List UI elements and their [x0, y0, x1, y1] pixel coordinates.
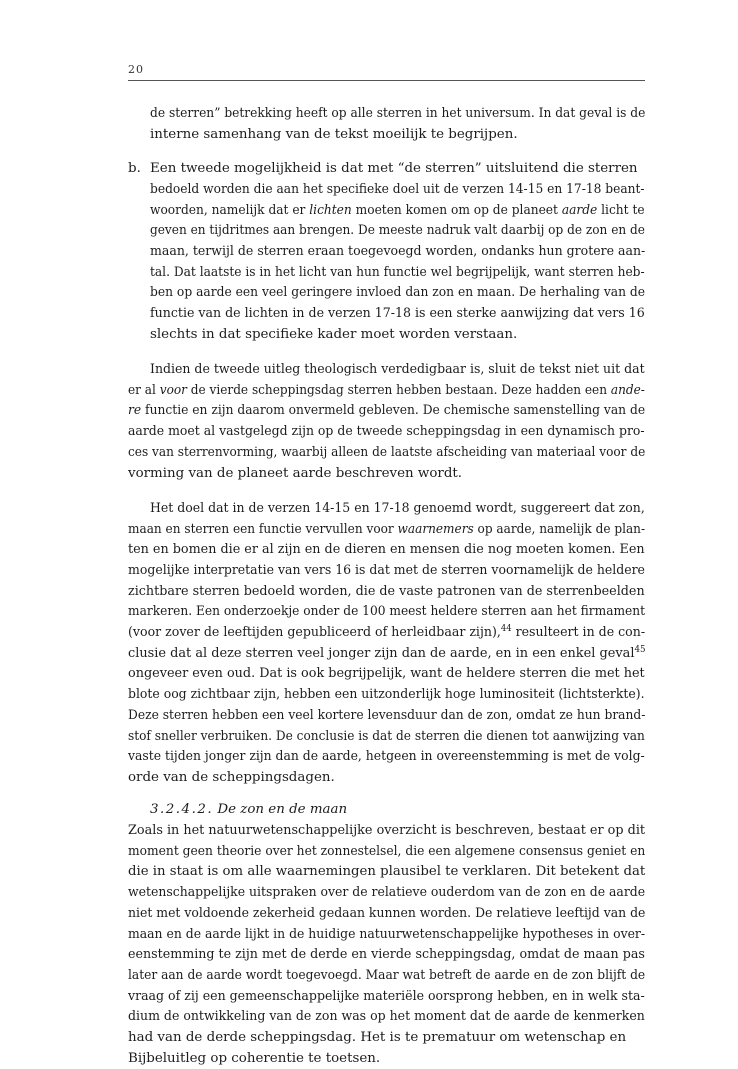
text-line: ongeveer even oud. Dat is ook begrijpelijk, want de heldere sterren die met het	[128, 666, 645, 682]
text-line: bedoeld worden die aan het specifieke doel uit de verzen 14-15 en 17-18 beant-	[150, 181, 645, 197]
text-line	[128, 380, 645, 401]
text-line: Zoals in het natuurwetenschappelijke overzicht is beschreven, bestaat er op dit	[128, 823, 646, 839]
text-line: maan, terwijl de sterren eraan toegevoegd worden, ondanks hun grotere aan-	[150, 243, 646, 259]
text-line	[128, 519, 645, 540]
text-line: ten en bomen die er al zijn en de dieren en mensen die nog moeten komen. Een	[128, 542, 645, 558]
text-line: wetenschappelijke uitspraken over de relatieve ouderdom van de zon en de aarde	[128, 885, 646, 901]
text-line: maan en de aarde lijkt in de huidige natuurwetenschappelijke hypotheses in over-	[128, 926, 646, 942]
text-line: Bijbeluitleg op coherentie te toetsen.	[128, 1050, 381, 1066]
text-run: licht te	[597, 202, 645, 218]
text-line: stof sneller verbruiken. De conclusie is dat de sterren die dienen tot aanwijzing van	[128, 728, 645, 744]
emphasis: waarnemers	[397, 521, 474, 537]
text-line: dium de ontwikkeling van de zon was op het moment dat de aarde de kenmerken	[128, 1009, 645, 1025]
emphasis: re	[128, 403, 142, 419]
text-line: orde van de scheppingsdagen.	[128, 769, 335, 785]
text-run: op aarde, namelijk de plan-	[473, 521, 646, 537]
emphasis: lichten	[309, 202, 352, 218]
text-line: moment geen theorie over het zonnestelsel, die een algemene consensus geniet en	[128, 843, 646, 859]
emphasis: ande-	[610, 382, 645, 398]
text-line: niet met voldoende zekerheid gedaan kunnen worden. De relatieve leeftijd van de	[128, 905, 646, 921]
text-line: vorming van de planeet aarde beschreven wordt.	[128, 465, 463, 481]
text-line: aarde moet al vastgelegd zijn op de tweede scheppingsdag in een dynamisch pro-	[128, 424, 645, 440]
text-line: Het doel dat in de verzen 14-15 en 17-18 genoemd wordt, suggereert dat zon,	[150, 500, 645, 516]
section-number: 3.2.4.2.	[150, 802, 214, 818]
text-line: interne samenhang van de tekst moeilijk te begrijpen.	[150, 126, 518, 142]
text-run: moeten komen om op de planeet	[351, 202, 562, 218]
text-line: eenstemming te zijn met de derde en vierde scheppingsdag, omdat de maan pas	[128, 947, 645, 963]
text-line: had van de derde scheppingsdag. Het is te prematuur om wetenschap en	[128, 1029, 627, 1045]
page-number: 20	[128, 63, 144, 76]
emphasis: voor	[159, 382, 187, 398]
text-line: vraag of zij een gemeenschappelijke materiële oorsprong hebben, en in welk sta-	[128, 988, 645, 1004]
list-marker: b.	[128, 161, 141, 177]
text-line: functie van de lichten in de verzen 17-18 is een sterke aanwijzing dat vers 16	[150, 305, 645, 321]
footnote-ref: 45	[634, 644, 646, 655]
text-run: maan en sterren een functie vervullen voor	[128, 521, 398, 537]
text-line	[150, 200, 645, 221]
emphasis: aarde	[561, 202, 598, 218]
text-line: markeren. Een onderzoekje onder de 100 meest heldere sterren aan het firmament	[128, 604, 646, 620]
text-run: woorden, namelijk dat er	[150, 202, 310, 218]
text-line	[128, 622, 645, 643]
text-line: mogelijke interpretatie van vers 16 is dat met de sterren voornamelijk de heldere	[128, 563, 645, 579]
text-line: later aan de aarde wordt toegevoegd. Maar wat betreft de aarde en de zon blijft de	[128, 967, 646, 983]
text-line	[128, 400, 645, 421]
text-line: tal. Dat laatste is in het licht van hun functie wel begrijpelijk, want sterren heb-	[150, 264, 645, 280]
text-line: die in staat is om alle waarnemingen plausibel te verklaren. Dit betekent dat	[128, 864, 646, 880]
header-rule	[128, 80, 645, 81]
text-line: Indien de tweede uitleg theologisch verdedigbaar is, sluit de tekst niet uit dat	[150, 362, 645, 378]
section-heading	[150, 799, 347, 820]
text-line: zichtbare sterren bedoeld worden, die de vaste patronen van de sterrenbeelden	[128, 583, 645, 599]
text-line: ces van sterrenvorming, waarbij alleen de laatste afscheiding van materiaal voor de	[128, 444, 646, 460]
text-line: blote oog zichtbaar zijn, hebben een uitzonderlijk hoge luminositeit (lichtsterkte).	[128, 687, 645, 703]
text-line: Een tweede mogelijkheid is dat met “de sterren” uitsluitend die sterren	[150, 161, 638, 177]
text-run: (voor zover de leeftijden gepubliceerd of herleidbaar zijn),	[128, 625, 501, 641]
text-run: clusie dat al deze sterren veel jonger zijn dan de aarde, en in een enkel geval	[128, 645, 635, 661]
text-line: slechts in dat specifieke kader moet worden verstaan.	[150, 326, 518, 342]
text-run: er al	[128, 382, 160, 398]
text-line: de sterren” betrekking heeft op alle sterren in het universum. In dat geval is de	[150, 106, 646, 121]
text-run: de vierde scheppingsdag sterren hebben bestaan. Deze hadden een	[186, 382, 611, 398]
text-line: vaste tijden jonger zijn dan de aarde, hetgeen in overeenstemming is met de volg-	[128, 749, 645, 765]
text-run: resulteert in de con-	[511, 625, 646, 641]
text-line	[128, 643, 645, 664]
footnote-ref: 44	[500, 624, 512, 635]
section-title: De zon en de maan	[217, 802, 348, 818]
text-run: functie en zijn daarom onvermeld gebleven. De chemische samenstelling van de	[141, 403, 646, 419]
text-line: geven en tijdritmes aan brengen. De meeste nadruk valt daarbij op de zon en de	[150, 223, 645, 239]
text-line: Deze sterren hebben een veel kortere levensduur dan de zon, omdat ze hun brand-	[128, 707, 646, 723]
text-line: ben op aarde een veel geringere invloed dan zon en maan. De herhaling van de	[150, 285, 646, 301]
